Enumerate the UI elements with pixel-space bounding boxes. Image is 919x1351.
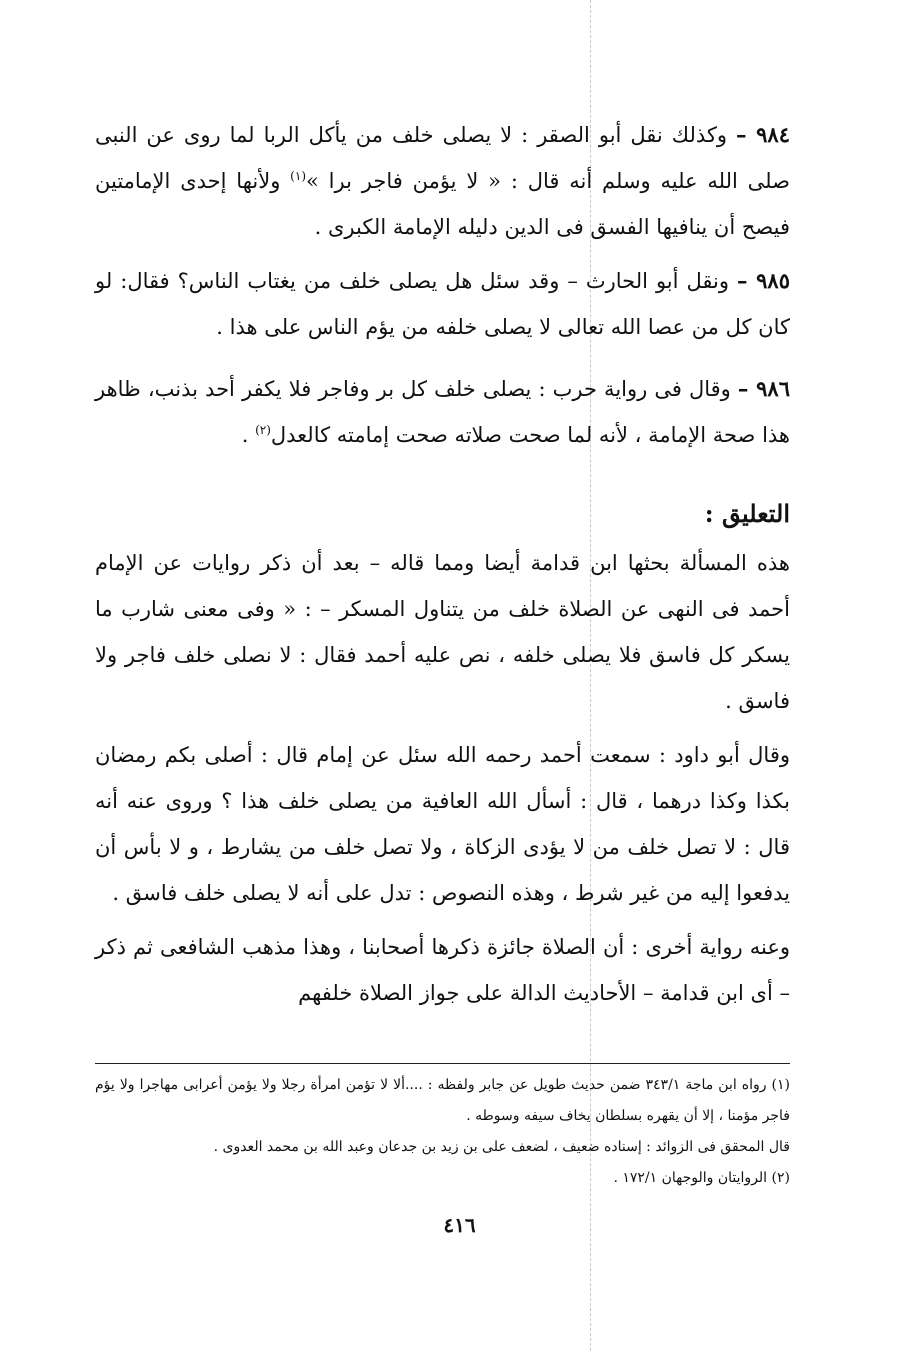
paragraph-text-continued: . [241,423,249,447]
section-heading: التعليق : [704,499,790,528]
main-text [95,112,790,1016]
paragraph-text: وقال فى رواية حرب : يصلى خلف كل بر وفاجر فلا يكفر أحد بذنب، ظاهر هذا صحة الإمامة ، لأنه لما صحت صلاته صحت إمامته كالعدل [95,377,790,447]
footnote-marker[interactable]: (١) [290,169,306,183]
paragraph-985 [95,258,790,350]
paragraph-number: ٩٨٥ – [737,268,790,293]
footnote-divider [95,1063,790,1064]
footnote-2: (٢) الروايتان والوجهان ١٧٢/١ . [613,1170,790,1186]
paragraph-number: ٩٨٦ – [737,376,790,401]
footnote-marker[interactable]: (٢) [255,423,271,437]
paragraph-text: ونقل أبو الحارث – وقد سئل هل يصلى خلف من يغتاب الناس؟ فقال: لو كان كل من عصا الله تعالى لا يصلى خلفه من يؤم الناس على هذا . [95,269,790,339]
footnote-1: (١) رواه ابن ماجة ٣٤٣/١ ضمن حديث طويل عن جابر ولفظه : ....ألا لا تؤمن امرأة رجلا ولا يؤمن أعرابى مهاجرا ولا يؤم فاجر مؤمنا ، إلا أن يقهره بسلطان يخاف سيفه وسوطه . [95,1077,790,1124]
paragraph-984 [95,112,790,250]
footnotes [95,1070,790,1194]
paragraph-text-continued: ولأنها إحدى الإمامتين فيصح أن ينافيها الفسق فى الدين دليله الإمامة الكبرى . [95,169,790,239]
paragraph-number: ٩٨٤ – [736,122,790,147]
page-number: ٤١٦ [443,1213,476,1237]
commentary-paragraph: وقال أبو داود : سمعت أحمد رحمه الله سئل عن إمام قال : أصلى بكم رمضان بكذا وكذا درهما ، قال : أسأل الله العافية من يصلى خلف هذا ؟ وروى عنه أنه قال : لا تصل خلف من لا يؤدى الزكاة ، ولا تصل خلف من يشارط ، و لا بأس أن يدفعوا إليه من غير شرط ، وهذه النصوص : تدل على أنه لا يصلى خلف فاسق . [95,743,790,905]
paragraph-986 [95,366,790,458]
footnote-1-note: قال المحقق فى الزوائد : إسناده ضعيف ، لضعف على بن زيد بن جدعان وعبد الله بن محمد العدوى . [213,1139,790,1155]
commentary-paragraph: وعنه رواية أخرى : أن الصلاة جائزة ذكرها أصحابنا ، وهذا مذهب الشافعى ثم ذكر – أى ابن قدامة – الأحاديث الدالة على جواز الصلاة خلفهم [95,935,790,1005]
commentary-paragraph: هذه المسألة بحثها ابن قدامة أيضا ومما قاله – بعد أن ذكر روايات عن الإمام أحمد فى النهى عن الصلاة خلف من يتناول المسكر – : « وفى معنى شارب ما يسكر كل فاسق فلا يصلى خلفه ، نص عليه أحمد فقال : لا نصلى خلف فاجر ولا فاسق . [95,551,790,713]
paragraph-text: وكذلك نقل أبو الصقر : لا يصلى خلف من يأكل الربا لما روى عن النبى صلى الله عليه وسلم أنه قال : « لا يؤمن فاجر برا » [95,123,790,193]
